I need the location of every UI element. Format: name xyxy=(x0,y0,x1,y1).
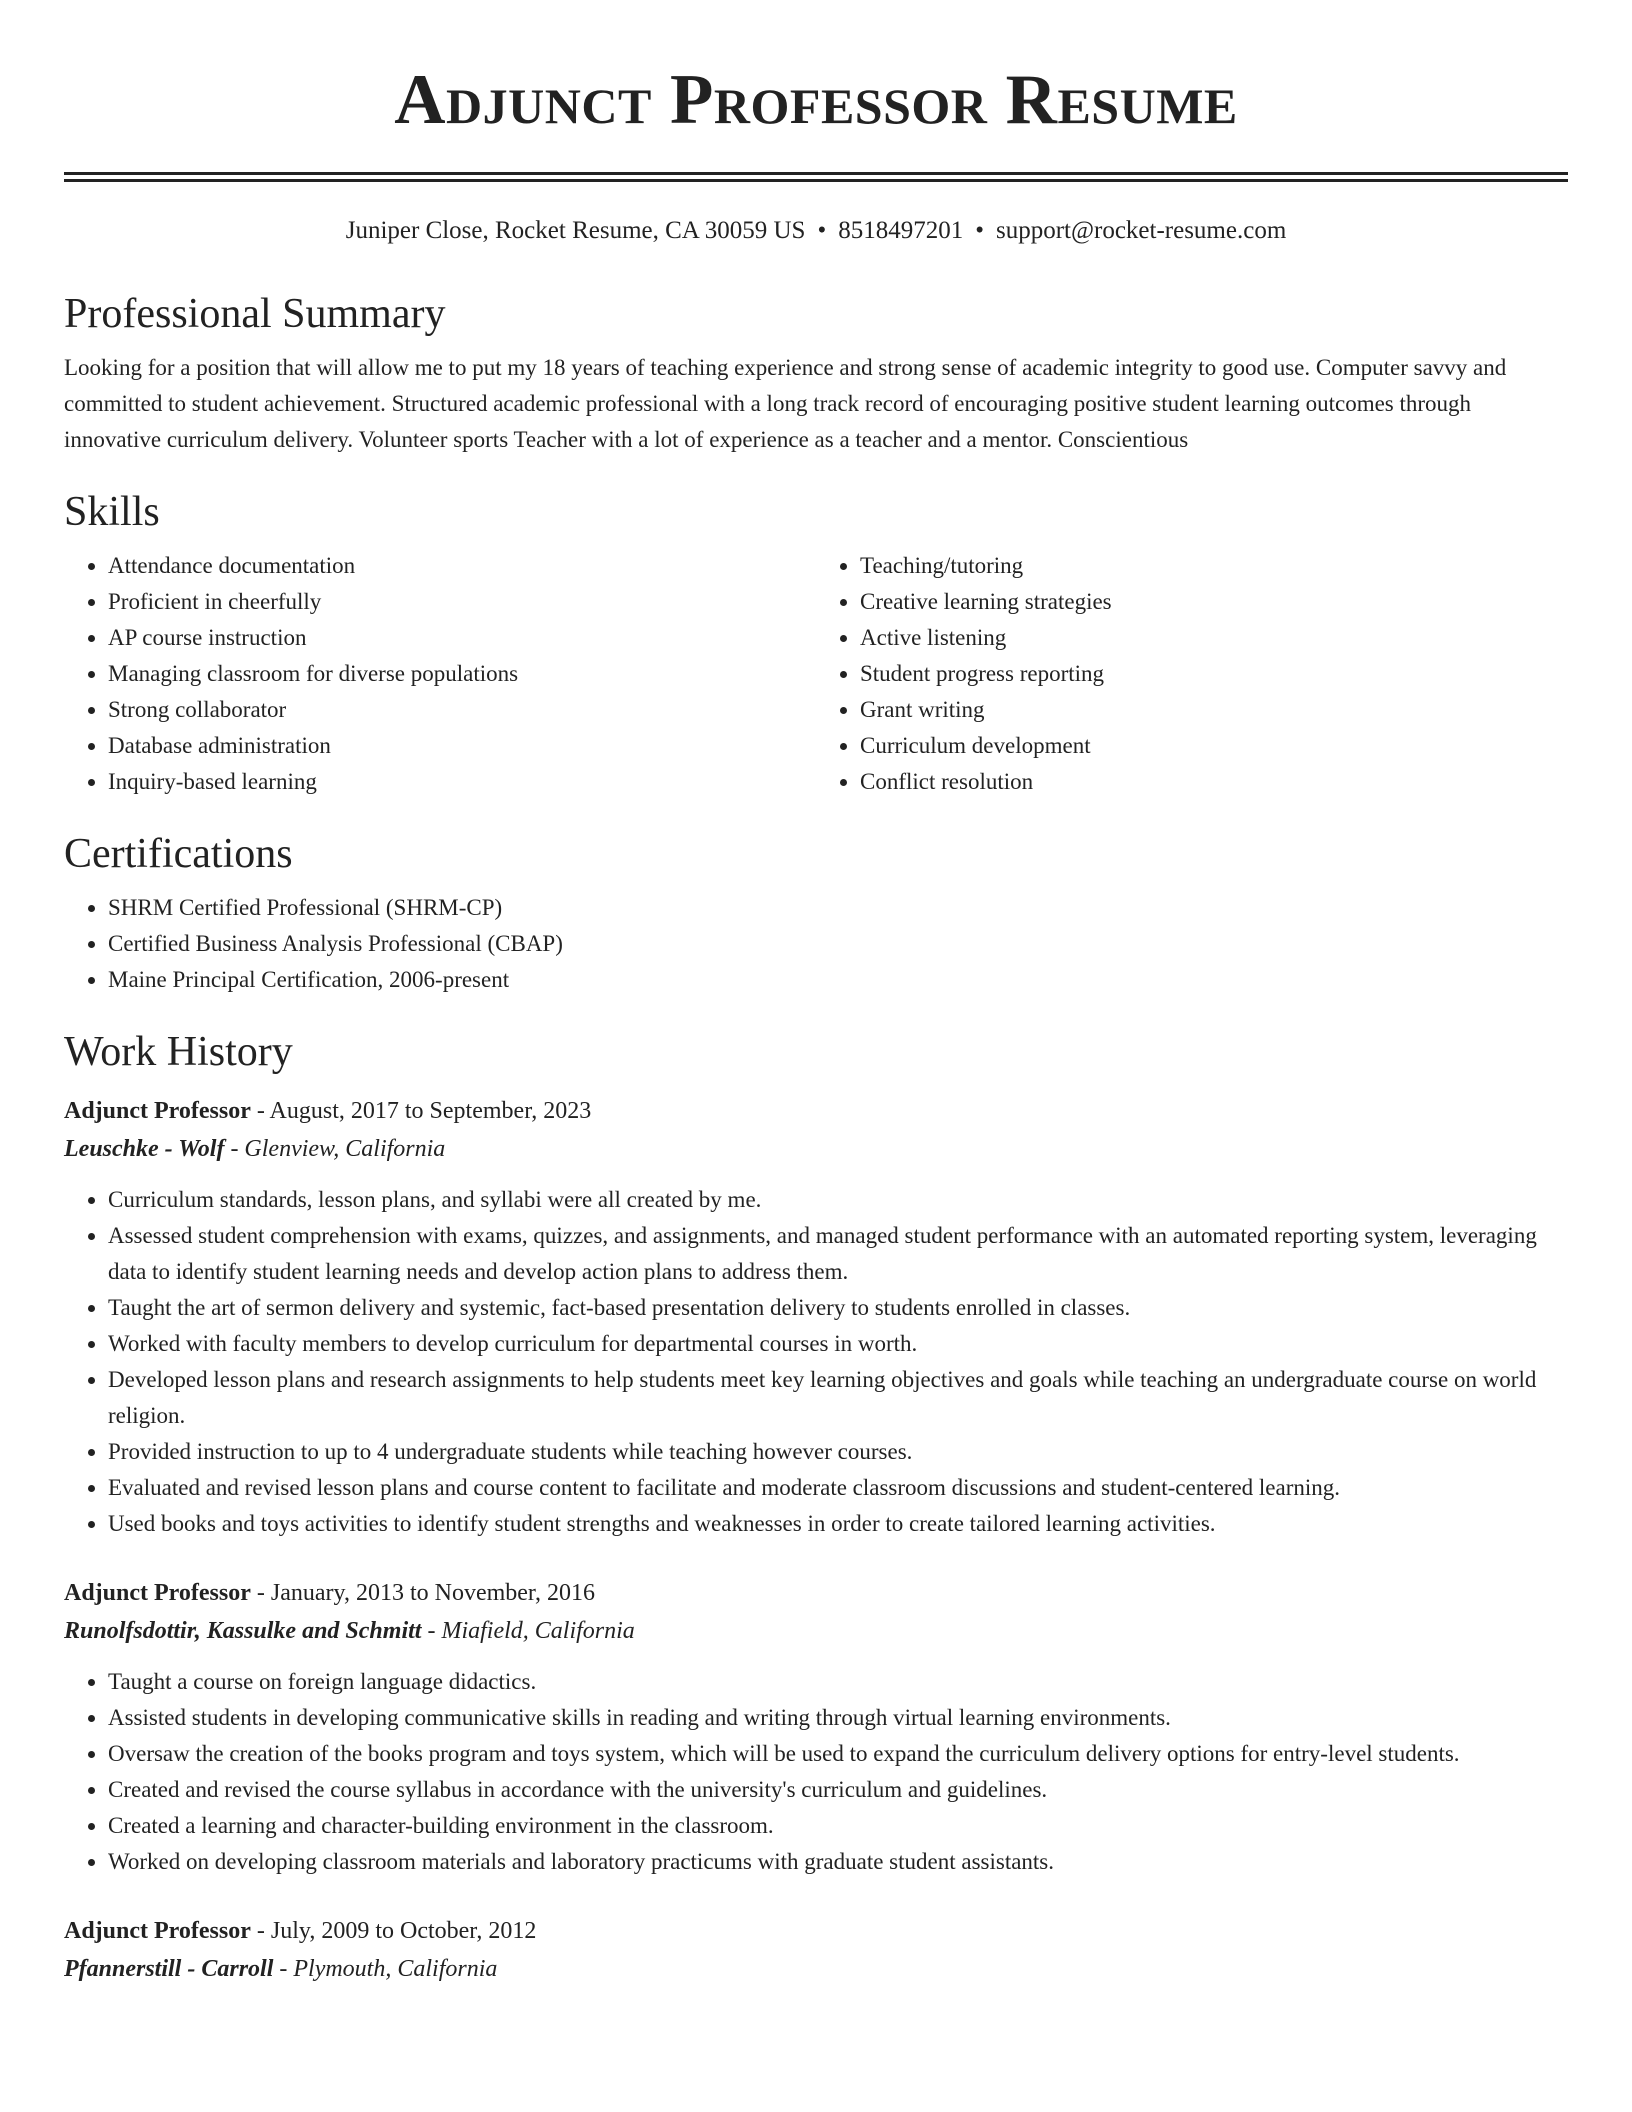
summary-text: Looking for a position that will allow me to put my 18 years of teaching experience and strong sense of academic integrity to good use. Computer savvy and committed to student achievement. Structured academic professional with a long track record of encouraging positive student learning outcomes through innovative curriculum delivery. Volunteer sports Teacher with a lot of experience as a teacher and a mentor. Conscientious xyxy=(64,355,1507,452)
job-entry xyxy=(64,1912,1568,1988)
contact-email: support@rocket-resume.com xyxy=(995,217,1287,244)
skill-item: • Managing classroom for diverse populations xyxy=(108,656,816,692)
job-dates: - August, 2017 to September, 2023 xyxy=(250,1098,592,1124)
job-company: Runolfsdottir, Kassulke and Schmitt xyxy=(64,1618,422,1644)
skills-lists xyxy=(64,548,1568,800)
job-bullet: • Created and revised the course syllabus in accordance with the university's curriculum and guidelines. xyxy=(108,1772,1568,1808)
job-company: Leuschke - Wolf xyxy=(64,1136,225,1162)
job-bullet: • Curriculum standards, lesson plans, and syllabi were all created by me. xyxy=(108,1182,1568,1218)
job-bullet: • Developed lesson plans and research assignments to help students meet key learning objectives and goals while teaching an undergraduate course on world religion. xyxy=(108,1362,1568,1434)
skill-item: • Teaching/tutoring xyxy=(860,548,1568,584)
job-dates: - January, 2013 to November, 2016 xyxy=(250,1580,595,1606)
contact-line xyxy=(64,214,1568,248)
job-bullet: • Taught the art of sermon delivery and systemic, fact-based presentation delivery to students enrolled in classes. xyxy=(108,1290,1568,1326)
skill-item: • Attendance documentation xyxy=(108,548,816,584)
job-location: - Miafield, California xyxy=(421,1618,635,1644)
job-entry xyxy=(64,1574,1568,1880)
certifications-list xyxy=(64,890,1568,998)
skill-item: • Curriculum development xyxy=(860,728,1568,764)
job-title-line xyxy=(64,1092,1568,1130)
job-entry xyxy=(64,1092,1568,1542)
job-bullets xyxy=(64,1664,1568,1880)
job-bullet: • Oversaw the creation of the books program and toys system, which will be used to expand the curriculum delivery options for entry-level students. xyxy=(108,1736,1568,1772)
skill-item: • AP course instruction xyxy=(108,620,816,656)
skill-item: • Active listening xyxy=(860,620,1568,656)
certification-item: • Maine Principal Certification, 2006-present xyxy=(108,962,1568,998)
contact-address: Juniper Close, Rocket Resume, CA 30059 US xyxy=(345,217,806,244)
job-company-line xyxy=(64,1612,1568,1650)
skill-item: • Database administration xyxy=(108,728,816,764)
contact-phone: 8518497201 xyxy=(838,217,964,244)
certification-item: • Certified Business Analysis Professional (CBAP) xyxy=(108,926,1568,962)
job-bullet: • Assisted students in developing communicative skills in reading and writing through virtual learning environments. xyxy=(108,1700,1568,1736)
skill-item: • Grant writing xyxy=(860,692,1568,728)
skill-item: • Student progress reporting xyxy=(860,656,1568,692)
job-bullet: • Taught a course on foreign language didactics. xyxy=(108,1664,1568,1700)
job-title-line xyxy=(64,1574,1568,1612)
job-bullet: • Created a learning and character-building environment in the classroom. xyxy=(108,1808,1568,1844)
summary-heading: Professional Summary xyxy=(64,291,446,337)
skills-list-left xyxy=(64,548,816,800)
job-location: - Plymouth, California xyxy=(273,1956,498,1982)
skill-item: • Conflict resolution xyxy=(860,764,1568,800)
job-bullet: • Evaluated and revised lesson plans and course content to facilitate and moderate classroom discussions and student-centered learning. xyxy=(108,1470,1568,1506)
job-location: - Glenview, California xyxy=(224,1136,446,1162)
job-dates: - July, 2009 to October, 2012 xyxy=(250,1918,537,1944)
job-company: Pfannerstill - Carroll xyxy=(64,1956,274,1982)
job-bullet: • Worked with faculty members to develop curriculum for departmental courses in worth. xyxy=(108,1326,1568,1362)
job-title-line xyxy=(64,1912,1568,1950)
job-bullet: • Assessed student comprehension with exams, quizzes, and assignments, and managed student performance with an automated reporting system, leveraging data to identify student learning needs and develop action plans to address them. xyxy=(108,1218,1568,1290)
skill-item: • Creative learning strategies xyxy=(860,584,1568,620)
page-title: Adjunct Professor Resume xyxy=(394,61,1238,139)
contact-separator: • xyxy=(817,217,827,244)
job-title: Adjunct Professor xyxy=(64,1918,251,1944)
job-title: Adjunct Professor xyxy=(64,1580,251,1606)
skill-item: • Proficient in cheerfully xyxy=(108,584,816,620)
job-title: Adjunct Professor xyxy=(64,1098,251,1124)
job-bullet: • Provided instruction to up to 4 undergraduate students while teaching however courses. xyxy=(108,1434,1568,1470)
skill-item: • Strong collaborator xyxy=(108,692,816,728)
title-divider xyxy=(64,172,1568,182)
work-history-heading: Work History xyxy=(64,1029,293,1075)
job-company-line xyxy=(64,1130,1568,1168)
certifications-heading: Certifications xyxy=(64,831,293,877)
job-bullets xyxy=(64,1182,1568,1542)
job-bullet: • Worked on developing classroom materials and laboratory practicums with graduate student assistants. xyxy=(108,1844,1568,1880)
job-company-line xyxy=(64,1950,1568,1988)
skills-list-right xyxy=(816,548,1568,800)
skills-heading: Skills xyxy=(64,489,160,535)
certification-item: • SHRM Certified Professional (SHRM-CP) xyxy=(108,890,1568,926)
job-bullet: • Used books and toys activities to identify student strengths and weaknesses in order to create tailored learning activities. xyxy=(108,1506,1568,1542)
contact-separator: • xyxy=(975,217,984,244)
skill-item: • Inquiry-based learning xyxy=(108,764,816,800)
